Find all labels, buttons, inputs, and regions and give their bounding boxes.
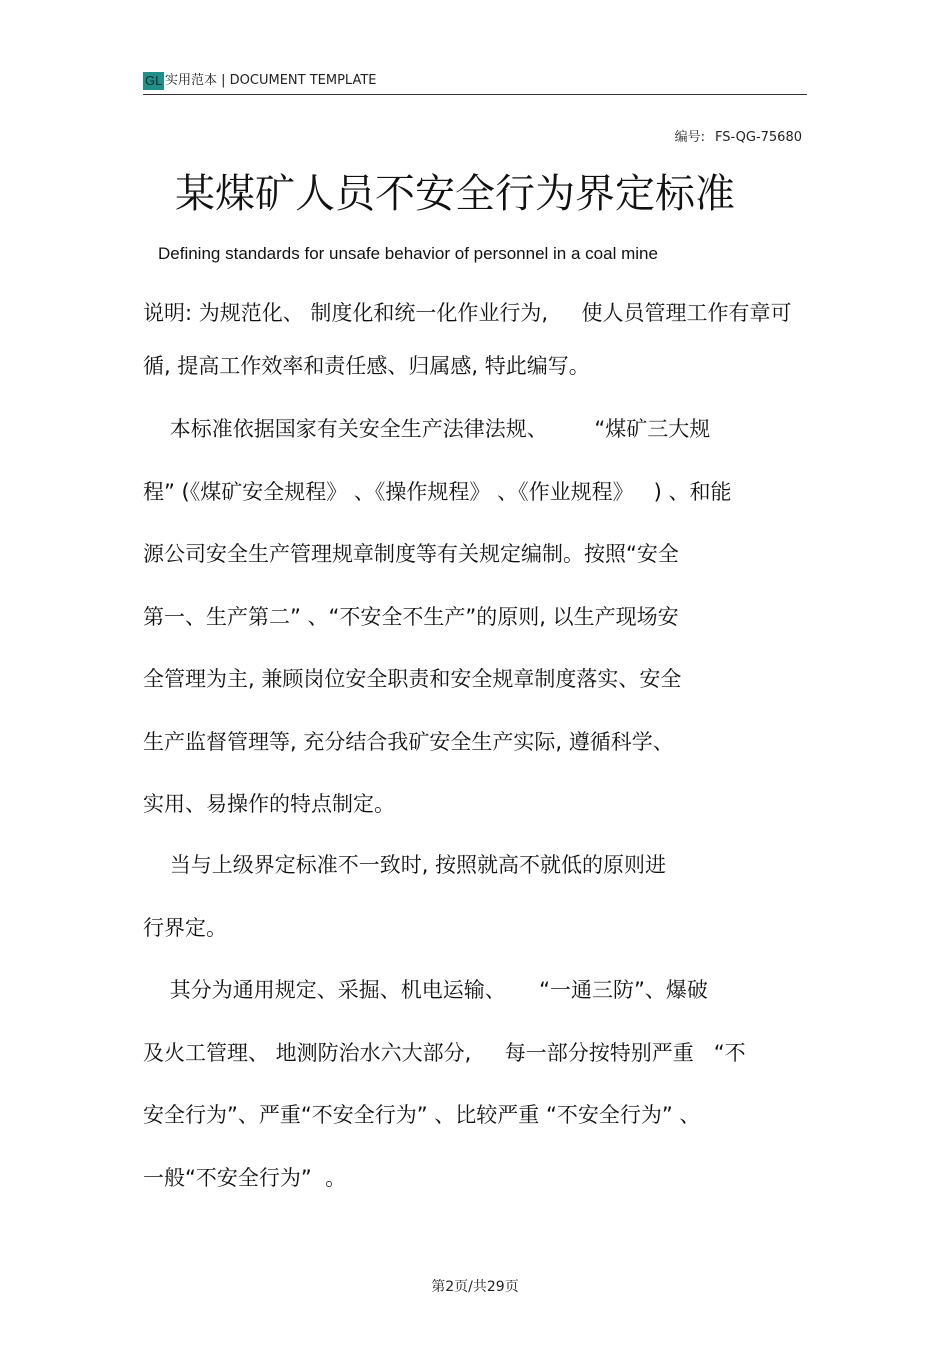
body-paragraph-2 xyxy=(143,834,666,959)
paragraph-line: 程” (《煤矿安全规程》 、《操作规程》 、《作业规程》 ) 、和能 xyxy=(143,479,732,504)
intro-line: 循, 提高工作效率和责任感、归属感, 特此编写。 xyxy=(143,354,590,378)
header-label: 实用范本 | DOCUMENT TEMPLATE xyxy=(165,73,377,88)
paragraph-line: 生产监督管理等, 充分结合我矿安全生产实际, 遵循科学、 xyxy=(143,729,674,754)
body-paragraph-1 xyxy=(143,398,732,836)
paragraph-line: 全管理为主, 兼顾岗位安全职责和安全规章制度落实、安全 xyxy=(143,667,682,691)
paragraph-line: 源公司安全生产管理规章制度等有关规定编制。按照“安全 xyxy=(143,542,679,566)
paragraph-line: 本标准依据国家有关安全生产法律法规、 “煤矿三大规 xyxy=(143,417,711,441)
paragraph-line: 行界定。 xyxy=(143,915,227,940)
intro-paragraph xyxy=(143,287,791,393)
document-title: 某煤矿人员不安全行为界定标准 xyxy=(175,171,735,217)
paragraph-line: 安全行为”、严重“不安全行为” 、比较严重 “不安全行为” 、 xyxy=(143,1103,701,1127)
paragraph-line: 及火工管理、 地测防治水六大部分, 每一部分按特别严重 “不 xyxy=(143,1040,746,1065)
paragraph-line: 一般“不安全行为” 。 xyxy=(143,1165,347,1190)
body-paragraph-3 xyxy=(143,959,746,1209)
paragraph-line: 其分为通用规定、采掘、机电运输、 “一通三防”、爆破 xyxy=(143,978,708,1002)
paragraph-line: 当与上级界定标准不一致时, 按照就高不就低的原则进 xyxy=(143,853,667,877)
document-number-value: FS-QG-75680 xyxy=(714,130,802,145)
paragraph-line: 实用、易操作的特点制定。 xyxy=(143,792,395,816)
page-number: 第2页/共29页 xyxy=(431,1279,519,1295)
document-header xyxy=(143,70,807,95)
gl-logo: GL xyxy=(145,73,163,88)
document-number-label: 编号: xyxy=(674,130,705,145)
intro-line: 说明: 为规范化、 制度化和统一化作业行为, 使人员管理工作有章可 xyxy=(143,301,792,325)
document-number xyxy=(675,126,802,145)
document-subtitle: Defining standards for unsafe behavior of personnel in a coal mine xyxy=(158,244,658,263)
paragraph-line: 第一、生产第二” 、“不安全不生产”的原则, 以生产现场安 xyxy=(143,604,679,629)
